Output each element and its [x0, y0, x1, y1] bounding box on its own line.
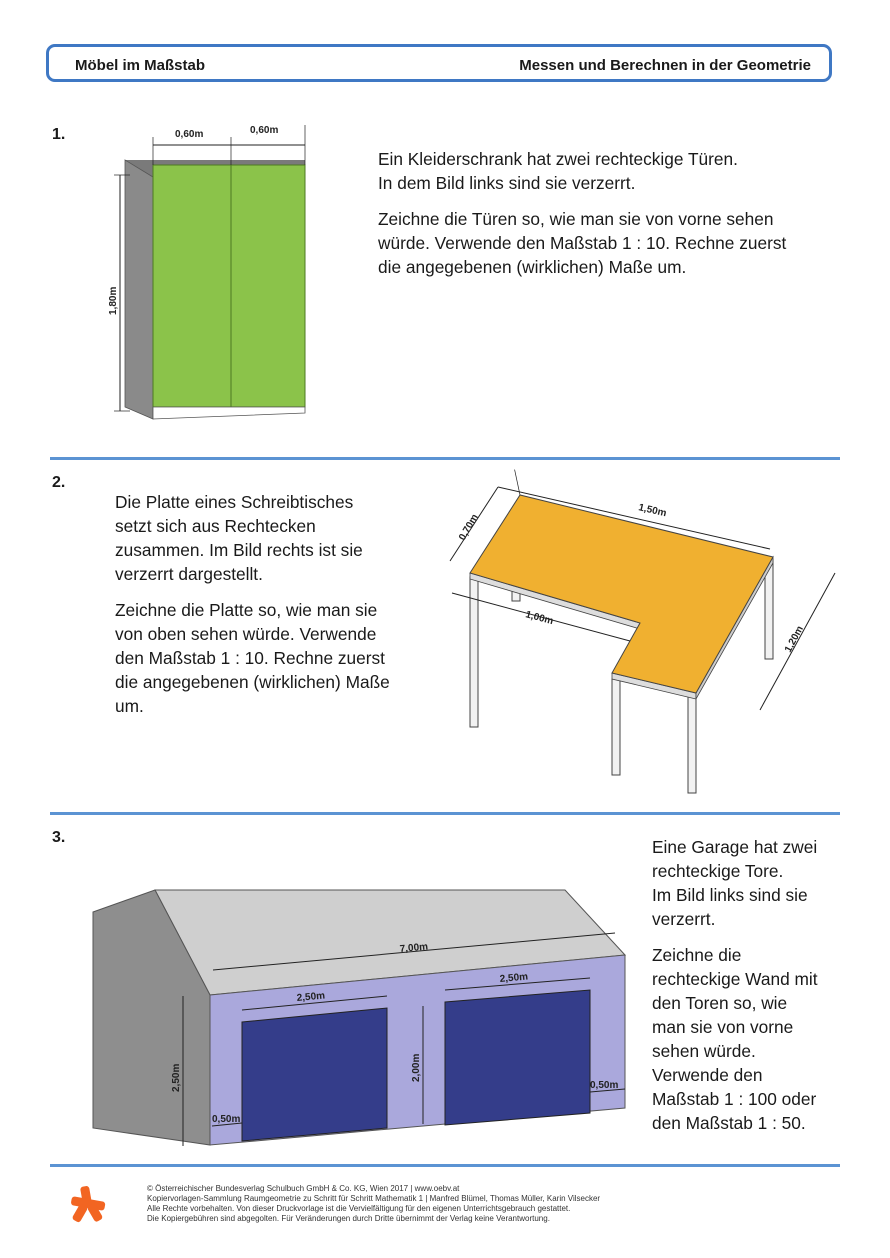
task3-p2-l3: den Toren so, wie: [652, 993, 788, 1013]
task3-p2-l8: den Maßstab 1 : 50.: [652, 1113, 806, 1133]
publisher-logo-icon: [68, 1184, 108, 1224]
task2-p2-l1: Zeichne die Platte so, wie man sie: [115, 600, 378, 620]
garage-gate-left: [242, 1008, 387, 1141]
task1-p1-l2: In dem Bild links sind sie verzerrt.: [378, 173, 636, 193]
task3-p2-l7: Maßstab 1 : 100 oder: [652, 1089, 817, 1109]
desk-dim-top: 1,50m: [637, 502, 668, 520]
wardrobe-plinth: [153, 407, 305, 419]
footer-line-4: Die Kopiergebühren sind abgegolten. Für Veränderungen durch Dritte übernimmt der Verlag keine Verantwortung.: [147, 1214, 550, 1223]
task2-p2-l3: den Maßstab 1 : 10. Rechne zuerst: [115, 648, 385, 668]
task1-number: 1.: [52, 126, 66, 143]
desk-figure: [430, 465, 850, 805]
desk-leg-5: [688, 697, 696, 793]
header-title-right: Messen und Berechnen in der Geometrie: [519, 57, 811, 74]
desk-dim-right: 1,20m: [782, 624, 806, 655]
garage-dim-wall-height: 2,50m: [171, 1063, 182, 1092]
wardrobe-door-left: [153, 165, 231, 407]
task2-p1-l3: zusammen. Im Bild rechts ist sie: [115, 540, 363, 560]
wardrobe-dim-width-right: 0,60m: [250, 125, 279, 136]
desk-dim-inner: 1,00m: [524, 609, 555, 628]
wardrobe-dim-height: 1,80m: [108, 286, 119, 315]
task3-p2-l2: rechteckige Wand mit: [652, 969, 818, 989]
task2-p1-l1: Die Platte eines Schreibtisches: [115, 492, 354, 512]
footer-line-3: Alle Rechte vorbehalten. Von dieser Druckvorlage ist die Vervielfältigung für den eigenen Unterrichtsgebrauch gestattet.: [147, 1204, 571, 1213]
task2-p2-l4: die angegebenen (wirklichen) Maße: [115, 672, 390, 692]
task1-text: [378, 147, 786, 291]
task2-number: 2.: [52, 474, 66, 491]
wardrobe-dim-width-left: 0,60m: [175, 129, 204, 140]
task3-p2-l5: sehen würde.: [652, 1041, 756, 1061]
garage-dim-gate-height: 2,00m: [411, 1053, 422, 1082]
task2-p1-l2: setzt sich aus Rechtecken: [115, 516, 316, 536]
garage-gate-right: [445, 990, 590, 1125]
task2-p2-l5: um.: [115, 696, 144, 716]
page-header: [46, 44, 832, 82]
task2-p1-l4: verzerrt dargestellt.: [115, 564, 263, 584]
separator-1: [50, 457, 840, 460]
separator-2: [50, 812, 840, 815]
garage-dim-margin-left: 0,50m: [212, 1114, 241, 1125]
garage-dim-gate-left: 2,50m: [296, 990, 326, 1004]
task1-p2-l3: die angegebenen (wirklichen) Maße um.: [378, 257, 687, 277]
task1-p2-l1: Zeichne die Türen so, wie man sie von vorne sehen: [378, 209, 774, 229]
footer-line-1: © Österreichischer Bundesverlag Schulbuch GmbH & Co. KG, Wien 2017 | www.oebv.at: [147, 1184, 460, 1193]
task3-number: 3.: [52, 829, 66, 846]
wardrobe-side: [125, 160, 153, 419]
task3-p1-l2: rechteckige Tore.: [652, 861, 784, 881]
wardrobe-door-right: [231, 165, 305, 407]
footer-copyright: [147, 1184, 600, 1224]
task3-text: [652, 835, 818, 1147]
task3-p1-l4: verzerrt.: [652, 909, 716, 929]
desk-leg-4: [612, 679, 620, 775]
task2-p2-l2: von oben sehen würde. Verwende: [115, 624, 377, 644]
garage-dim-margin-right: 0,50m: [590, 1080, 619, 1091]
garage-dim-total: 7,00m: [399, 941, 429, 955]
task3-p2-l1: Zeichne die: [652, 945, 742, 965]
footer-line-2: Kopiervorlagen-Sammlung Raumgeometrie zu Schritt für Schritt Mathematik 1 | Manfred Blümel, Thomas Müller, Karin Vilsecker: [147, 1194, 601, 1203]
desk-dim-left: 0,70m: [457, 512, 481, 543]
task1-p1-l1: Ein Kleiderschrank hat zwei rechteckige Türen.: [378, 149, 738, 169]
garage-figure: [85, 860, 635, 1160]
separator-3: [50, 1164, 840, 1167]
task3-p2-l6: Verwende den: [652, 1065, 763, 1085]
wardrobe-figure: [100, 115, 320, 430]
garage-dim-gate-right: 2,50m: [499, 971, 529, 985]
header-title-left: Möbel im Maßstab: [75, 57, 206, 74]
task3-p2-l4: man sie von vorne: [652, 1017, 794, 1037]
task3-p1-l3: Im Bild links sind sie: [652, 885, 808, 905]
task2-text: [115, 490, 390, 730]
task1-p2-l2: würde. Verwende den Maßstab 1 : 10. Rechne zuerst: [378, 233, 787, 253]
task3-p1-l1: Eine Garage hat zwei: [652, 837, 818, 857]
